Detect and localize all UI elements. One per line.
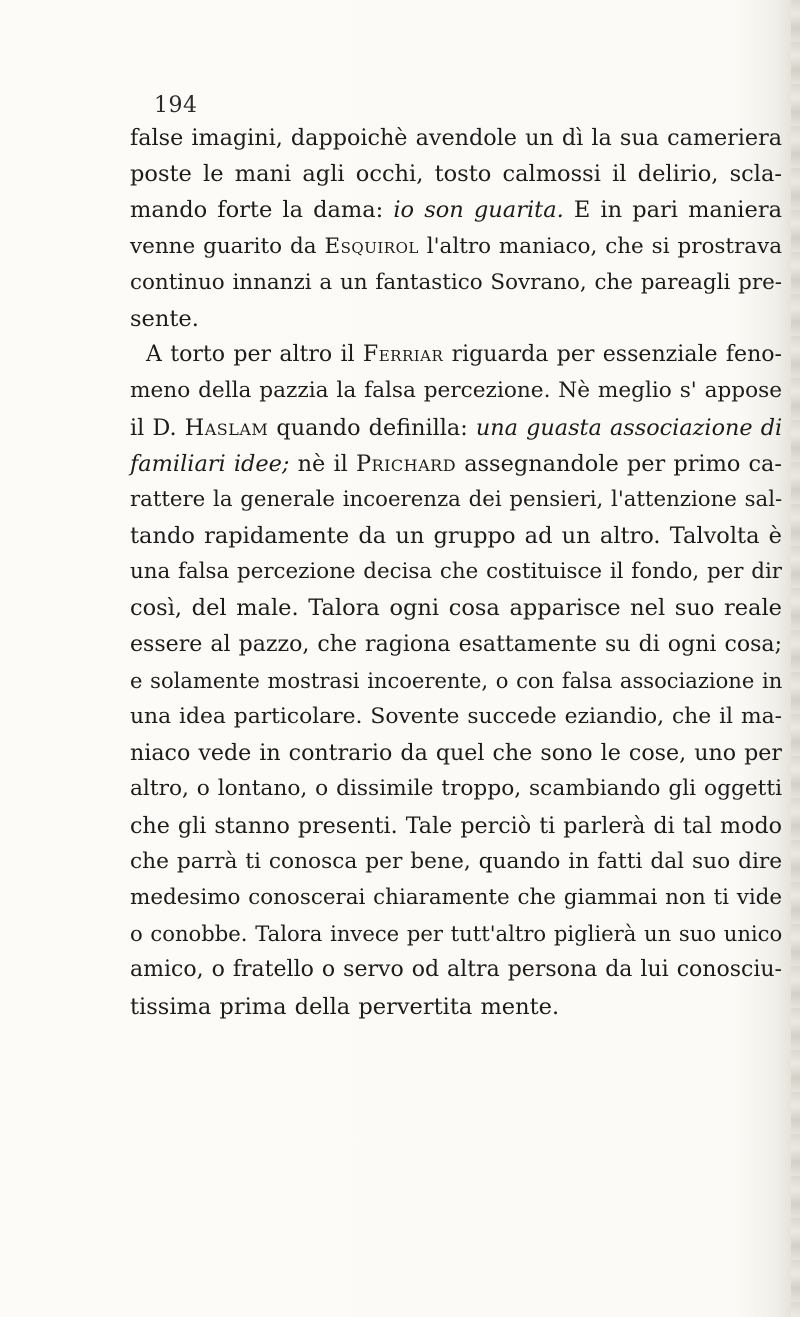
text-segment: A torto per altro il — [146, 342, 363, 368]
text-line — [130, 735, 782, 771]
text-line — [130, 518, 782, 554]
text-segment: rattere la generale incoerenza dei pensieri, l'attenzione sal- — [130, 486, 783, 512]
text-segment: amico, o fratello o servo od altra persona da lui conosciu- — [130, 957, 782, 983]
text-line — [130, 916, 782, 952]
text-segment: meno della pazzia la falsa percezione. Nè meglio s' appose — [130, 378, 783, 404]
italic-text: familiari idee; — [130, 450, 290, 477]
text-segment: che gli stanno presenti. Tale perciò ti parlerà di tal modo — [130, 812, 783, 839]
text-line — [130, 301, 782, 337]
text-line — [130, 808, 782, 844]
text-segment: quando definilla: — [268, 414, 476, 441]
text-line — [130, 373, 782, 409]
text-segment: false imagini, dappoichè avendole un dì la sua cameriera — [130, 125, 782, 151]
text-segment: così, del male. Talora ogni cosa apparisce nel suo reale — [130, 595, 782, 622]
text-segment: essere al pazzo, che ragiona esattamente su di ogni cosa; — [130, 631, 782, 657]
text-line — [130, 410, 782, 446]
text-line — [130, 699, 782, 735]
text-segment: altro, o lontano, o dissimile troppo, scambiando gli oggetti — [130, 776, 783, 802]
page-edge-shadow — [791, 0, 800, 1317]
text-line — [130, 446, 782, 482]
text-segment: poste le mani agli occhi, tosto calmossi il delirio, scla- — [130, 161, 782, 188]
italic-text: una guasta associazione di — [475, 414, 783, 441]
text-line — [130, 156, 782, 192]
page-number: 194 — [154, 93, 198, 118]
text-segment: sente. — [130, 305, 199, 332]
text-segment: riguarda per essenziale feno- — [443, 342, 782, 368]
text-segment: nè il — [289, 450, 356, 477]
text-segment: mando forte la dama: — [130, 197, 394, 224]
text-segment: tando rapidamente da un gruppo ad un altro. Talvolta è — [130, 523, 782, 550]
text-segment: che parrà ti conosca per bene, quando in fatti dal suo dire — [130, 848, 783, 874]
text-segment: il D. — [130, 414, 185, 441]
text-segment: l'altro maniaco, che si prostrava — [418, 233, 782, 259]
text-line — [130, 229, 782, 265]
text-line — [130, 771, 782, 807]
text-line — [130, 663, 782, 699]
text-line — [130, 989, 782, 1025]
text-line — [130, 192, 782, 228]
text-line — [130, 482, 782, 518]
text-segment: venne guarito da — [130, 233, 325, 259]
text-segment: medesimo conoscerai chiaramente che giammai non ti vide — [130, 884, 783, 910]
text-segment: continuo innanzi a un fantastico Sovrano, che pareagli pre- — [130, 269, 782, 295]
text-segment: una falsa percezione decisa che costituisce il fondo, per dir — [130, 559, 782, 585]
text-segment: assegnandole per primo ca- — [456, 450, 783, 477]
small-caps-name: Esquirol — [324, 233, 419, 259]
italic-text: io son guarita. — [393, 197, 564, 224]
text-line — [130, 265, 782, 301]
small-caps-name: Ferriar — [362, 342, 444, 368]
text-line — [130, 590, 782, 626]
text-line — [130, 844, 782, 880]
text-segment: una idea particolare. Sovente succede eziandio, che il ma- — [130, 704, 782, 729]
text-line — [130, 952, 782, 988]
text-line — [130, 337, 782, 373]
text-segment: o conobbe. Talora invece per tutt'altro piglierà un suo unico — [130, 921, 783, 947]
body-text — [130, 120, 782, 1025]
small-caps-name: Haslam — [184, 414, 269, 441]
text-line — [130, 120, 782, 156]
text-segment: e solamente mostrasi incoerente, o con falsa associazione in — [130, 667, 783, 693]
text-segment: E in pari maniera — [563, 197, 782, 224]
text-segment: niaco vede in contrario da quel che sono le cose, uno per — [130, 740, 782, 767]
text-line — [130, 880, 782, 916]
text-segment: tissima prima della pervertita mente. — [130, 993, 560, 1020]
text-line — [130, 627, 782, 663]
small-caps-name: Prichard — [355, 450, 457, 477]
text-line — [130, 554, 782, 590]
